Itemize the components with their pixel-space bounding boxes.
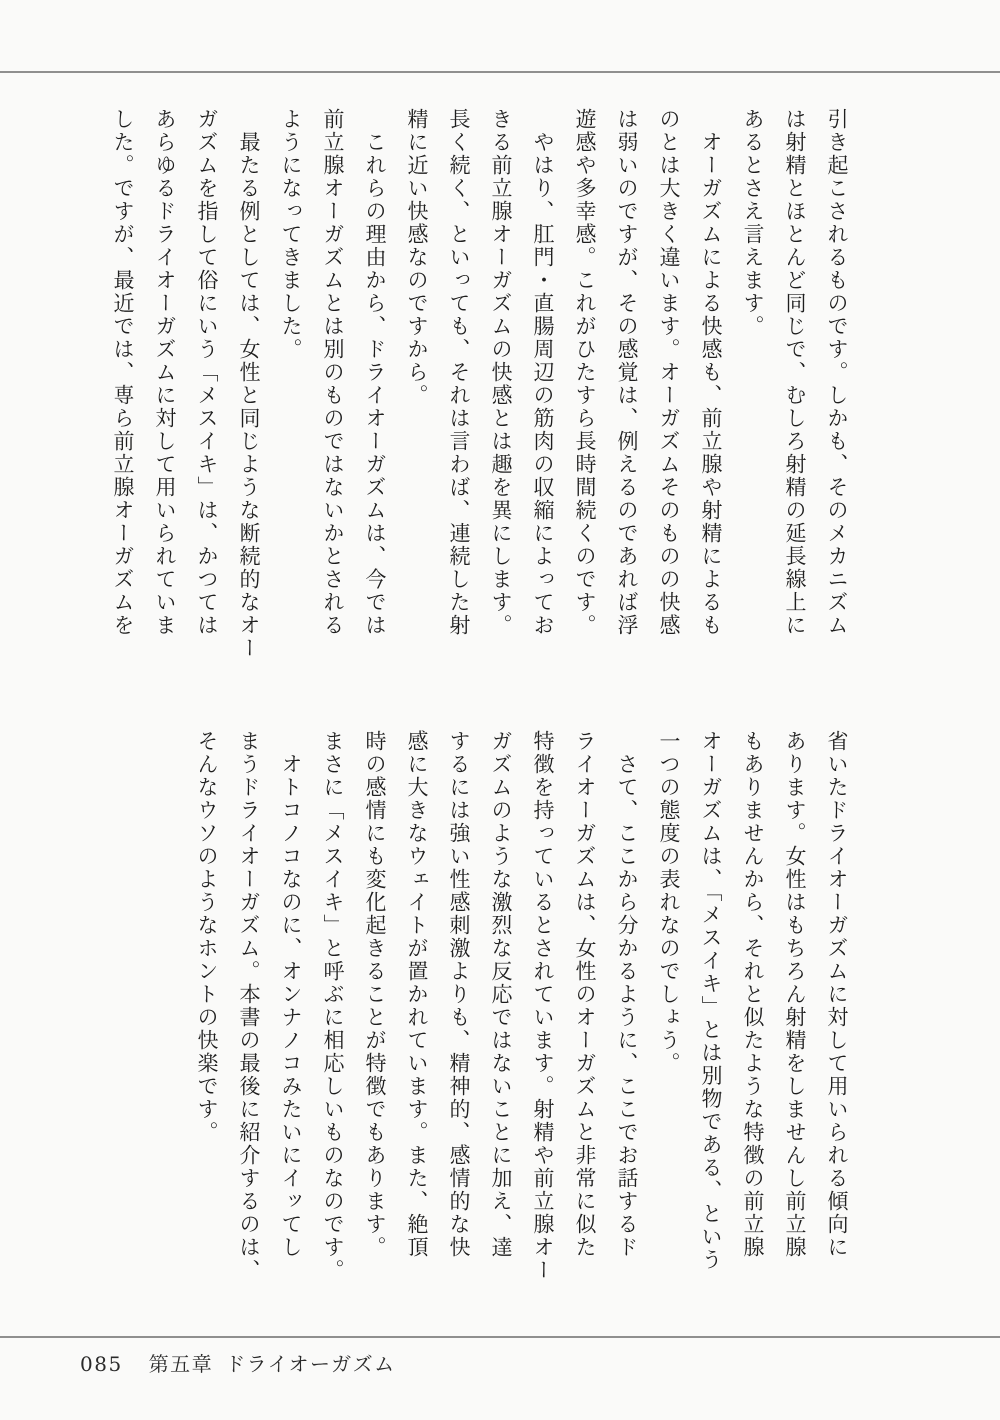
text-column: さて、ここから分かるように、ここでお話するド [615, 730, 639, 1259]
chapter-label: 第五章 [148, 1352, 214, 1376]
text-column: 引き起こされるものです。しかも、そのメカニズム [825, 108, 849, 637]
text-column: 感に大きなウェイトが置かれています。また、絶頂 [405, 730, 429, 1259]
page-number: 085 [80, 1352, 123, 1376]
top-text-block [102, 108, 858, 666]
text-column: 一つの態度の表れなのでしょう。 [657, 730, 681, 1075]
text-column: は弱いのですが、その感覚は、例えるのであれば浮 [615, 108, 639, 637]
text-column: 長く続く、といっても、それは言わば、連続した射 [447, 108, 471, 637]
text-column: あります。女性はもちろん射精をしませんし前立腺 [783, 730, 807, 1259]
text-column: やはり、肛門・直腸周辺の筋肉の収縮によってお [531, 108, 555, 637]
text-column: まうドライオーガズム。本書の最後に紹介するのは、 [237, 730, 261, 1282]
text-column: オーガズムは、「メスイキ」とは別物である、という [699, 730, 723, 1272]
text-column: ようになってきました。 [279, 108, 303, 361]
text-column: ガズムのような激烈な反応ではないことに加え、達 [489, 730, 513, 1259]
text-column: ライオーガズムは、女性のオーガズムと非常に似た [573, 730, 597, 1259]
text-column: オトコノコなのに、オンナノコみたいにイッてし [279, 730, 303, 1259]
text-column: ガズムを指して俗にいう「メスイキ」は、かつては [195, 108, 219, 637]
text-column: は射精とほとんど同じで、むしろ射精の延長線上に [783, 108, 807, 637]
text-column: するには強い性感刺激よりも、精神的、感情的な快 [447, 730, 471, 1259]
text-column: 遊感や多幸感。これがひたすら長時間続くのです。 [573, 108, 597, 637]
text-column: 時の感情にも変化起きることが特徴でもあります。 [363, 730, 387, 1259]
text-column: もありませんから、それと似たような特徴の前立腺 [741, 730, 765, 1259]
top-divider [0, 71, 1000, 73]
text-column: 精に近い快感なのですから。 [405, 108, 429, 407]
text-column: あらゆるドライオーガズムに対して用いられていま [153, 108, 177, 637]
text-column: 前立腺オーガズムとは別のものではないかとされる [321, 108, 345, 637]
chapter-title: ドライオーガズム [225, 1352, 396, 1376]
page-footer [80, 1348, 396, 1377]
text-column: のとは大きく違います。オーガズムそのものの快感 [657, 108, 681, 637]
text-column: オーガズムによる快感も、前立腺や射精によるも [699, 108, 723, 637]
text-column: そんなウソのようなホントの快楽です。 [195, 730, 219, 1144]
bottom-divider [0, 1336, 1000, 1338]
text-column: まさに「メスイキ」と呼ぶに相応しいものなのです。 [321, 730, 345, 1282]
text-column: きる前立腺オーガズムの快感とは趣を異にします。 [489, 108, 513, 637]
text-column: あるとさえ言えます。 [741, 108, 765, 338]
bottom-text-block [186, 730, 858, 1298]
text-column: これらの理由から、ドライオーガズムは、今では [363, 108, 387, 637]
text-column: 最たる例としては、女性と同じような断続的なオー [237, 108, 261, 660]
text-column: 省いたドライオーガズムに対して用いられる傾向に [825, 730, 849, 1259]
text-column: した。ですが、最近では、専ら前立腺オーガズムを [111, 108, 135, 637]
text-column: 特徴を持っているとされています。射精や前立腺オー [531, 730, 555, 1282]
